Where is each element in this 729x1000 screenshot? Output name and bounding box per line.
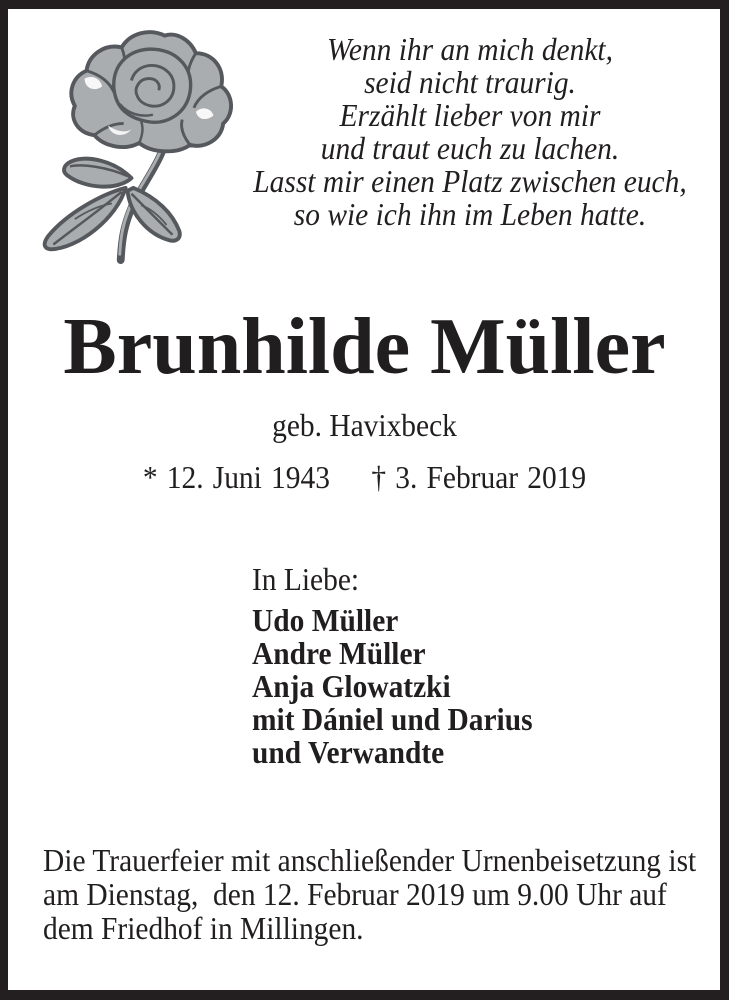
poem-line: so wie ich ihn im Leben hatte.: [293, 196, 647, 232]
birth-date: * 12. Juni 1943: [142, 459, 330, 495]
maiden-name: geb. Havixbeck: [272, 407, 457, 443]
memorial-poem: [231, 33, 709, 231]
funeral-line: am Dienstag, den 12. Februar 2019 um 9.00 Uhr auf: [43, 876, 667, 912]
mourners-intro: In Liebe:: [252, 561, 360, 597]
frame-top: [0, 0, 729, 9]
funeral-announcement: [43, 843, 696, 945]
frame-left: [0, 0, 8, 1000]
poem-line: Erzählt lieber von mir: [339, 97, 601, 133]
mourner-name: Anja Glowatzki: [252, 668, 451, 704]
rose-icon: [22, 20, 237, 264]
death-date: † 3. Februar 2019: [371, 459, 587, 495]
poem-line: Wenn ihr an mich denkt,: [327, 31, 613, 67]
poem-line: seid nicht traurig.: [364, 64, 576, 100]
poem-line: Lasst mir einen Platz zwischen euch,: [253, 163, 687, 199]
poem-line: und traut euch zu lachen.: [320, 130, 620, 166]
mourner-name: und Verwandte: [252, 734, 445, 770]
funeral-line: dem Friedhof in Millingen.: [43, 910, 364, 946]
mourner-name: mit Dániel und Darius: [252, 701, 533, 737]
mourners-list: [252, 604, 533, 769]
funeral-line: Die Trauerfeier mit anschließender Urnenbeisetzung ist: [43, 842, 697, 878]
life-dates: [29, 460, 700, 494]
frame-right: [720, 0, 729, 1000]
mourner-name: Udo Müller: [252, 602, 399, 638]
mourner-name: Andre Müller: [252, 635, 426, 671]
deceased-name: Brunhilde Müller: [63, 303, 666, 391]
frame-bottom: [0, 990, 729, 1000]
